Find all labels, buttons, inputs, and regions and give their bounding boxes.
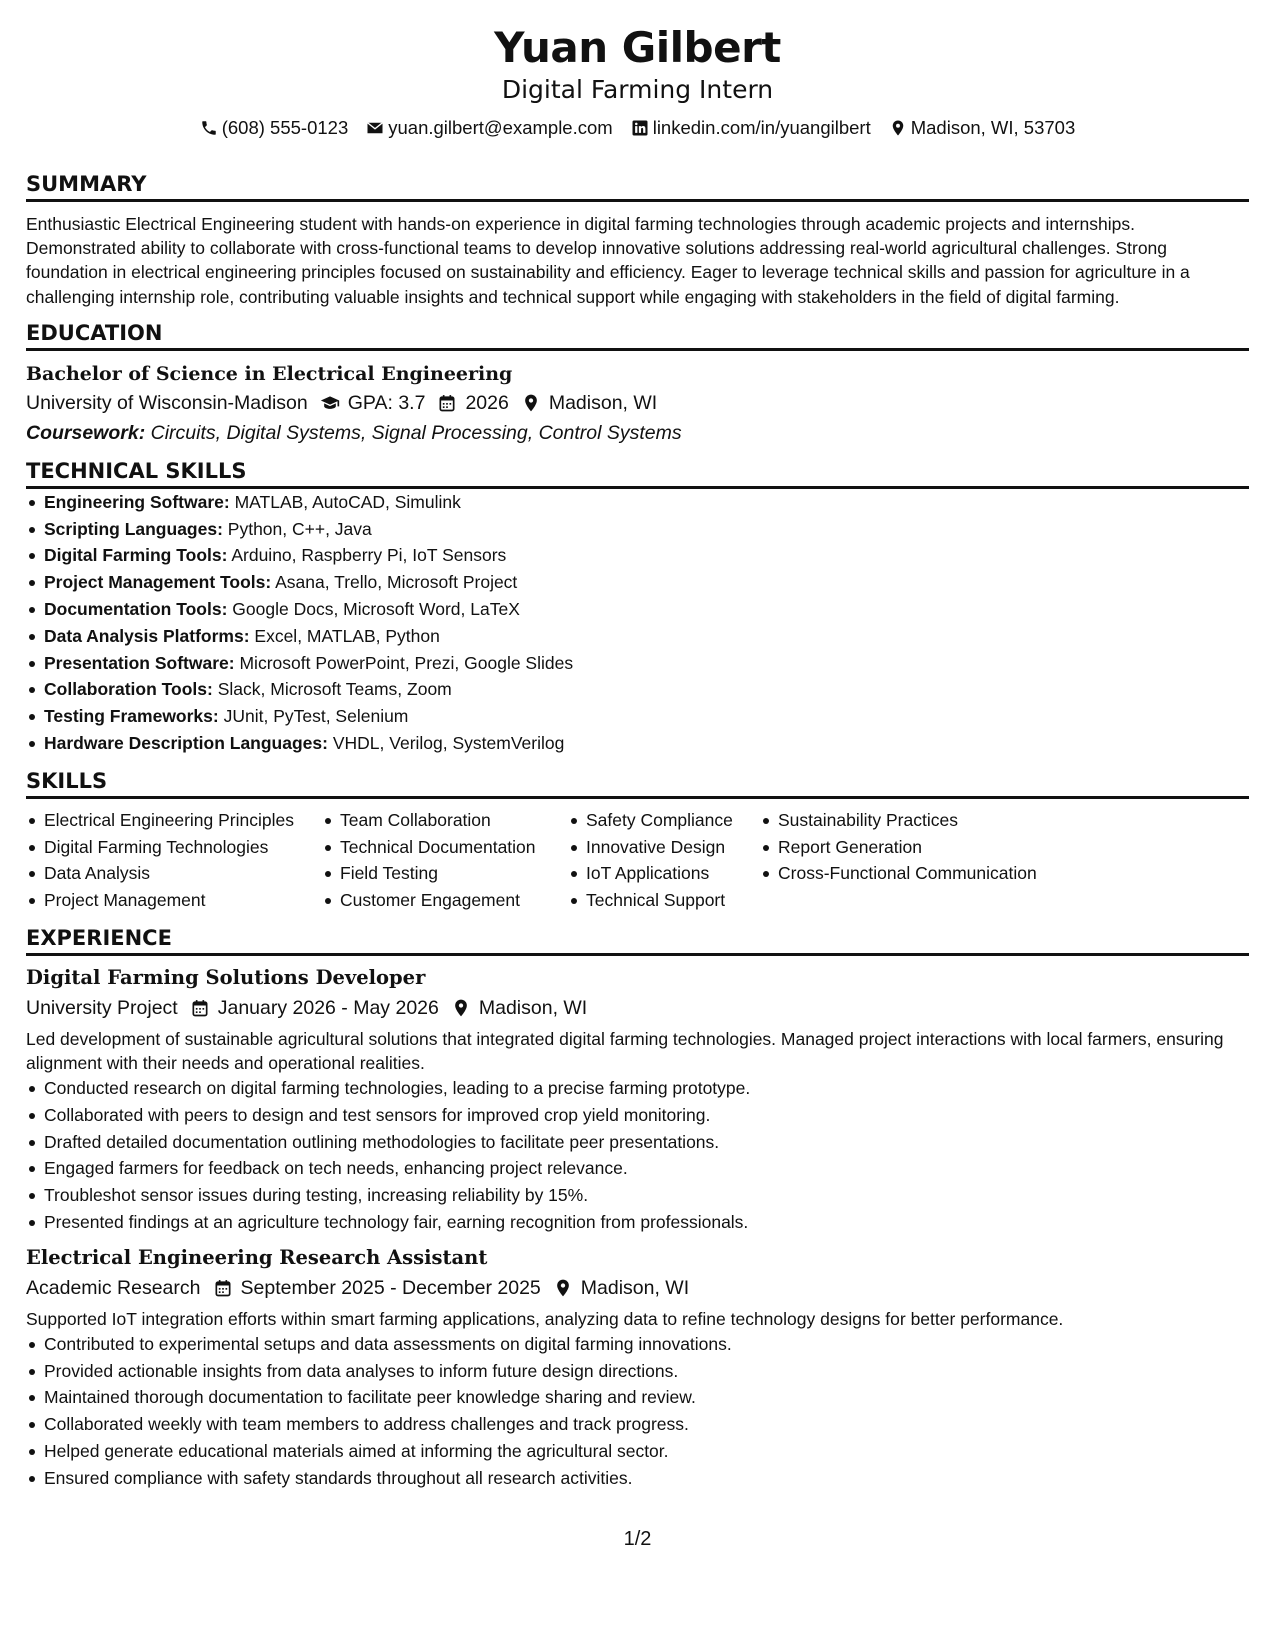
job-dates: September 2025 - December 2025 [240, 1276, 541, 1299]
skills-column [568, 807, 760, 914]
section-title-education: EDUCATION [26, 319, 1249, 351]
education-coursework [26, 419, 1249, 447]
list-item: Collaborated with peers to design and test sensors for improved crop yield monitoring. [26, 1102, 1249, 1129]
list-item: Project Management [26, 887, 322, 914]
list-item: Contributed to experimental setups and data assessments on digital farming innovations. [26, 1331, 1249, 1358]
list-item: Helped generate educational materials aimed at informing the agricultural sector. [26, 1438, 1249, 1465]
skill-label: Data Analysis Platforms: [44, 625, 250, 646]
skill-value: Asana, Trello, Microsoft Project [275, 572, 518, 593]
job-org: Academic Research [26, 1276, 201, 1299]
list-item: Technical Support [568, 887, 760, 914]
section-title-skills: SKILLS [26, 767, 1249, 799]
list-item: Collaborated weekly with team members to address challenges and track progress. [26, 1411, 1249, 1438]
section-title-technical-skills: TECHNICAL SKILLS [26, 457, 1249, 489]
list-item [26, 650, 1249, 677]
job-location: Madison, WI [478, 996, 588, 1019]
skills-section [26, 767, 1249, 914]
section-title-summary: SUMMARY [26, 170, 1249, 202]
list-item [26, 730, 1249, 757]
contact-email[interactable] [366, 116, 612, 140]
list-item: Customer Engagement [322, 887, 568, 914]
linkedin-text[interactable]: linkedin.com/in/yuangilbert [652, 117, 871, 138]
skills-column [322, 807, 568, 914]
skill-value: VHDL, Verilog, SystemVerilog [332, 732, 565, 753]
resume-content [26, 170, 1249, 1502]
experience-entry [26, 964, 1249, 1236]
map-pin-icon [553, 1278, 573, 1298]
list-item: Engaged farmers for feedback on tech needs, enhancing project relevance. [26, 1155, 1249, 1182]
skill-label: Engineering Software: [44, 491, 230, 512]
map-pin-icon [889, 119, 907, 137]
contact-location [889, 116, 1076, 140]
list-item: Team Collaboration [322, 807, 568, 834]
list-item: Ensured compliance with safety standards throughout all research activities. [26, 1465, 1249, 1492]
candidate-role: Digital Farming Intern [501, 75, 774, 104]
list-item: Troubleshot sensor issues during testing, increasing reliability by 15%. [26, 1182, 1249, 1209]
email-text[interactable]: yuan.gilbert@example.com [388, 117, 613, 138]
skill-value: Arduino, Raspberry Pi, IoT Sensors [231, 545, 507, 566]
calendar-icon [213, 1278, 233, 1298]
skill-label: Project Management Tools: [44, 572, 272, 593]
skill-label: Digital Farming Tools: [44, 545, 228, 566]
education-location: Madison, WI [548, 391, 658, 414]
education-year: 2026 [465, 391, 509, 414]
list-item: Drafted detailed documentation outlining methodologies to facilitate peer presentations. [26, 1129, 1249, 1156]
list-item: Safety Compliance [568, 807, 760, 834]
skills-grid [26, 807, 1249, 914]
skill-label: Scripting Languages: [44, 518, 223, 539]
job-meta [26, 1274, 1249, 1302]
summary-text: Enthusiastic Electrical Engineering student with hands-on experience in digital farming technologies through academic projects and internships. Demonstrated ability to collaborate with cross-functional teams to develop innovative solutions addressing real-world agricultural challenges. Strong foundation in electrical engineering principles focused on sustainability and efficiency. Eager to leverage technical skills and passion for agriculture in a challenging internship role, contributing valuable insights and technical support while engaging with stakeholders in the field of digital farming. [26, 214, 1190, 307]
list-item: Cross-Functional Communication [760, 860, 1090, 887]
list-item: Innovative Design [568, 834, 760, 861]
map-pin-icon [451, 998, 471, 1018]
map-pin-icon [521, 393, 541, 413]
job-description: Supported IoT integration efforts within smart farming applications, analyzing data to refine technology designs for better performance. [26, 1308, 1064, 1329]
skill-label: Presentation Software: [44, 652, 235, 673]
education-school: University of Wisconsin-Madison [26, 391, 308, 414]
list-item [26, 596, 1249, 623]
graduation-cap-icon [320, 393, 340, 413]
page-number: 1/2 [623, 1528, 652, 1550]
skill-label: Collaboration Tools: [44, 679, 213, 700]
skill-label: Testing Frameworks: [44, 706, 219, 727]
list-item: Digital Farming Technologies [26, 834, 322, 861]
contact-linkedin[interactable] [631, 116, 871, 140]
phone-text: (608) 555-0123 [221, 117, 349, 138]
technical-skills-list [26, 489, 1249, 757]
job-org: University Project [26, 996, 178, 1019]
skill-value: Slack, Microsoft Teams, Zoom [217, 679, 452, 700]
skill-value: Excel, MATLAB, Python [254, 625, 440, 646]
resume-header [0, 0, 1275, 140]
education-meta [26, 389, 1249, 417]
skills-column [760, 807, 1090, 914]
list-item: Presented findings at an agriculture technology fair, earning recognition from professionals. [26, 1209, 1249, 1236]
list-item: Maintained thorough documentation to facilitate peer knowledge sharing and review. [26, 1384, 1249, 1411]
candidate-name: Yuan Gilbert [494, 23, 781, 72]
list-item: Report Generation [760, 834, 1090, 861]
job-meta [26, 994, 1249, 1022]
education-section [26, 319, 1249, 447]
list-item: Field Testing [322, 860, 568, 887]
phone-icon [200, 119, 218, 137]
experience-section [26, 924, 1249, 1492]
summary-section [26, 170, 1249, 309]
coursework-label: Coursework: [26, 421, 146, 444]
list-item [26, 489, 1249, 516]
location-text: Madison, WI, 53703 [910, 117, 1076, 138]
job-title: Electrical Engineering Research Assistant [26, 1245, 488, 1269]
list-item [26, 703, 1249, 730]
skill-value: MATLAB, AutoCAD, Simulink [234, 491, 461, 512]
skill-value: Google Docs, Microsoft Word, LaTeX [232, 599, 520, 619]
job-location: Madison, WI [580, 1276, 690, 1299]
job-dates: January 2026 - May 2026 [217, 996, 439, 1019]
list-item [26, 569, 1249, 596]
technical-skills-section [26, 457, 1249, 757]
job-bullets [26, 1331, 1249, 1492]
coursework-list: Circuits, Digital Systems, Signal Processing, Control Systems [150, 421, 682, 444]
job-title: Digital Farming Solutions Developer [26, 965, 426, 989]
list-item [26, 676, 1249, 703]
section-title-experience: EXPERIENCE [26, 924, 1249, 956]
skills-column [26, 807, 322, 914]
calendar-icon [437, 393, 457, 413]
experience-entry [26, 1244, 1249, 1492]
list-item [26, 542, 1249, 569]
list-item: Provided actionable insights from data analyses to inform future design directions. [26, 1358, 1249, 1385]
list-item [26, 623, 1249, 650]
list-item: Data Analysis [26, 860, 322, 887]
calendar-icon [190, 998, 210, 1018]
skill-value: Python, C++, Java [227, 518, 372, 539]
skill-value: Microsoft PowerPoint, Prezi, Google Slides [239, 652, 574, 673]
linkedin-icon [631, 119, 649, 137]
list-item: Conducted research on digital farming technologies, leading to a precise farming prototype. [26, 1075, 1249, 1102]
education-gpa: GPA: 3.7 [347, 391, 426, 414]
envelope-icon [366, 119, 384, 137]
list-item: IoT Applications [568, 860, 760, 887]
education-degree: Bachelor of Science in Electrical Engineering [26, 362, 513, 385]
contact-phone [200, 116, 349, 140]
list-item: Sustainability Practices [760, 807, 1090, 834]
list-item [26, 516, 1249, 543]
job-bullets [26, 1075, 1249, 1236]
list-item: Technical Documentation [322, 834, 568, 861]
skill-value: JUnit, PyTest, Selenium [223, 706, 409, 727]
skill-label: Documentation Tools: [44, 599, 228, 619]
job-description: Led development of sustainable agricultural solutions that integrated digital farming technologies. Managed project interactions with local farmers, ensuring alignment with their needs and operational realities. [26, 1028, 1224, 1073]
contact-row [0, 116, 1275, 140]
list-item: Electrical Engineering Principles [26, 807, 322, 834]
skill-label: Hardware Description Languages: [44, 732, 328, 753]
